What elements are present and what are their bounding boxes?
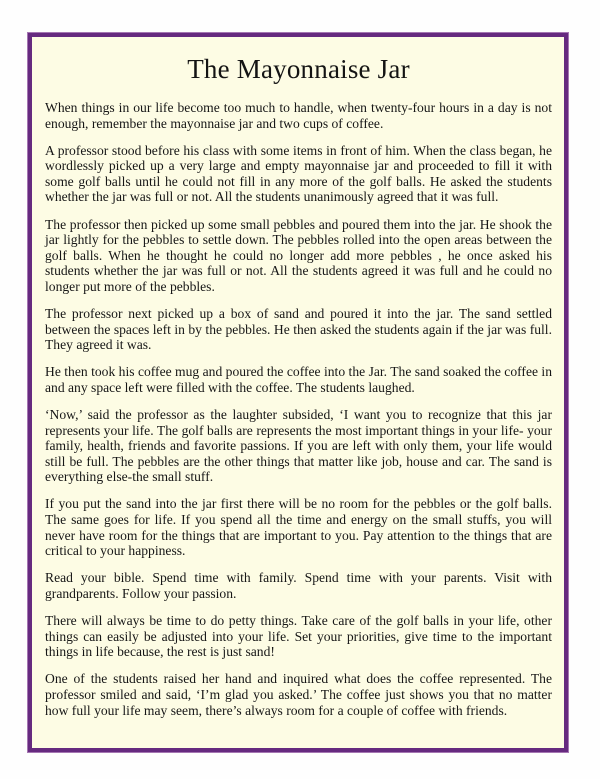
story-paragraph: The professor next picked up a box of sand and poured it into the jar. The sand settled between the spaces left in by the pebbles. He then asked the students again if the jar was full. They agreed it was. <box>45 306 552 353</box>
story-paragraph: When things in our life become too much to handle, when twenty-four hours in a day is not enough, remember the mayonnaise jar and two cups of coffee. <box>45 100 552 131</box>
story-paragraph: A professor stood before his class with some items in front of him. When the class began, he wordlessly picked up a very large and empty mayonnaise jar and proceeded to fill it with some golf balls until he could not fill in any more of the golf balls. He asked the students whether the jar was full or not. All the students unanimously agreed that it was full. <box>45 142 552 205</box>
page-title: The Mayonnaise Jar <box>187 54 410 84</box>
story-paragraph: If you put the sand into the jar first there will be no room for the pebbles or the golf balls. The same goes for life. If you spend all the time and energy on the small stuffs, you will never have room for the things that are important to you. Pay attention to the things that are critical to your happiness. <box>45 496 552 559</box>
story-paragraph: The professor then picked up some small pebbles and poured them into the jar. He shook the jar lightly for the pebbles to settle down. The pebbles rolled into the open areas between the golf balls. When he thought he could no longer add more pebbles , he once asked his students whether the jar was full or not. All the students agreed it was full and he could no longer put more of the pebbles. <box>45 216 552 294</box>
story-paragraph: Read your bible. Spend time with family. Spend time with your parents. Visit with grandparents. Follow your passion. <box>45 570 552 601</box>
story-paragraph: One of the students raised her hand and inquired what does the coffee represented. The professor smiled and said, ‘I’m glad you asked.’ The coffee just shows you that no matter how full your life may seem, there’s always room for a couple of coffee with friends. <box>45 671 552 718</box>
story-paragraph: There will always be time to do petty things. Take care of the golf balls in your life, other things can easily be adjusted into your life. Set your priorities, give time to the important things in life because, the rest is just sand! <box>45 613 552 660</box>
story-paragraph: He then took his coffee mug and poured the coffee into the Jar. The sand soaked the coffee in and any space left were filled with the coffee. The students laughed. <box>45 364 552 395</box>
story-paragraph: ‘Now,’ said the professor as the laughter subsided, ‘I want you to recognize that this jar represents your life. The golf balls are represents the most important things in your life- your family, health, friends and favorite passions. If you are left with only them, your life would still be full. The pebbles are the other things that matter like job, house and car. The sand is everything else-the small stuff. <box>45 407 552 485</box>
story-frame <box>28 33 568 752</box>
